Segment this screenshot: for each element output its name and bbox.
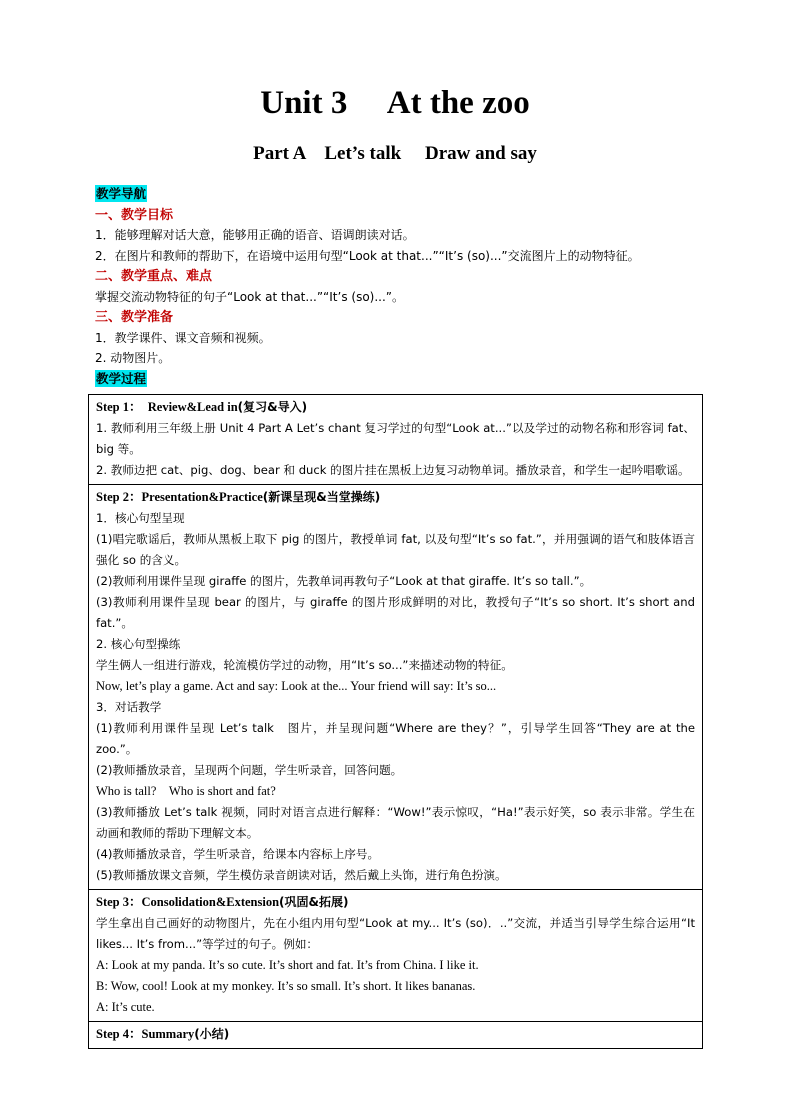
step-row [89, 890, 703, 1022]
step-paragraph: A: It’s cute. [96, 1000, 155, 1014]
step-paragraph: (1)唱完歌谣后，教师从黑板上取下 pig 的图片，教授单词 fat, 以及句型“It’s so fat.”，并用强调的语气和肢体语言强化 so 的含义。 [96, 532, 695, 567]
step-row [89, 485, 703, 890]
step-paragraph: 2. 核心句型操练 [96, 637, 181, 651]
step-cell [89, 395, 703, 485]
goal-item: 2．在图片和教师的帮助下，在语境中运用句型“Look at that...”“It’s (so)...”交流图片上的动物特征。 [95, 248, 640, 263]
prep-item: 2. 动物图片。 [95, 351, 171, 365]
page-subtitle: Part A Let’s talk Draw and say [253, 143, 537, 164]
step-paragraph: (3)教师利用课件呈现 bear 的图片，与 giraffe 的图片形成鲜明的对比，教授句子“It’s so short. It’s short and fat.”。 [96, 595, 695, 630]
step-cell [89, 890, 703, 1022]
step-cell [89, 485, 703, 890]
step-paragraph: (4)教师播放录音，学生听录音，给课本内容标上序号。 [96, 847, 380, 861]
step-cell [89, 1022, 703, 1049]
step-paragraph: (2)教师利用课件呈现 giraffe 的图片，先教单词再教句子“Look at that giraffe. It’s so tall.”。 [96, 574, 592, 588]
step-paragraph: Who is tall? Who is short and fat? [96, 784, 276, 798]
step-row [89, 395, 703, 485]
step-paragraph: (1)教师利用课件呈现 Let’s talk 图片，并呈现问题“Where are they？”，引导学生回答“They are at the zoo.”。 [96, 721, 695, 756]
focus-text: 掌握交流动物特征的句子“Look at that...”“It’s (so)...”。 [95, 289, 405, 304]
step-paragraph: 1. 教师利用三年级上册 Unit 4 Part A Let’s chant 复习学过的句型“Look at...”以及学过的动物名称和形容词 fat、big 等。 [96, 421, 695, 456]
step-heading: Step 2：Presentation&Practice(新课呈现&当堂操练) [96, 490, 381, 504]
goal-item: 1．能够理解对话大意，能够用正确的语音、语调朗读对话。 [95, 228, 415, 242]
step-paragraph: Now, let’s play a game. Act and say: Look at the... Your friend will say: It’s so... [96, 679, 497, 693]
step-paragraph: A: Look at my panda. It’s so cute. It’s short and fat. It’s from China. I like it. [96, 958, 479, 972]
step-heading: Step 4：Summary(小结) [96, 1027, 230, 1041]
step-paragraph: (5)教师播放课文音频，学生模仿录音朗读对话，然后戴上头饰，进行角色扮演。 [96, 868, 507, 882]
focus-heading: 二、教学重点、难点 [95, 269, 213, 284]
step-paragraph: 1．核心句型呈现 [96, 511, 185, 525]
step-heading: Step 1： Review&Lead in(复习&导入) [96, 400, 308, 414]
goals-heading: 一、教学目标 [95, 207, 174, 223]
page-title: Unit 3 At the zoo [260, 85, 530, 121]
step-paragraph: 学生拿出自己画好的动物图片，先在小组内用句型“Look at my... It’s (so)．..”交流，并适当引导学生综合运用“It likes... It’s from...”等学过的句子。例如： [96, 916, 695, 951]
step-paragraph: 2. 教师边把 cat、pig、dog、bear 和 duck 的图片挂在黑板上边复习动物单词。播放录音，和学生一起吟唱歌谣。 [96, 463, 690, 477]
teaching-process-table [88, 394, 703, 1049]
step-paragraph: B: Wow, cool! Look at my monkey. It’s so small. It’s short. It likes bananas. [96, 979, 476, 993]
prep-heading: 三、教学准备 [95, 310, 174, 325]
teaching-navigation [95, 184, 705, 389]
step-paragraph: (2)教师播放录音，呈现两个问题，学生听录音，回答问题。 [96, 763, 403, 777]
step-paragraph: 学生俩人一组进行游戏，轮流模仿学过的动物，用“It’s so...”来描述动物的特征。 [96, 658, 513, 672]
step-paragraph: 3．对话教学 [96, 700, 162, 714]
prep-item: 1．教学课件、课文音频和视频。 [95, 330, 271, 345]
step-heading: Step 3：Consolidation&Extension(巩固&拓展) [96, 895, 349, 909]
process-label: 教学过程 [96, 370, 147, 386]
step-paragraph: (3)教师播放 Let’s talk 视频，同时对语言点进行解释：“Wow!”表示惊叹，“Ha!”表示好笑，so 表示非常。学生在动画和教师的帮助下理解文本。 [96, 805, 695, 840]
nav-label: 教学导航 [96, 186, 147, 201]
step-row [89, 1022, 703, 1049]
